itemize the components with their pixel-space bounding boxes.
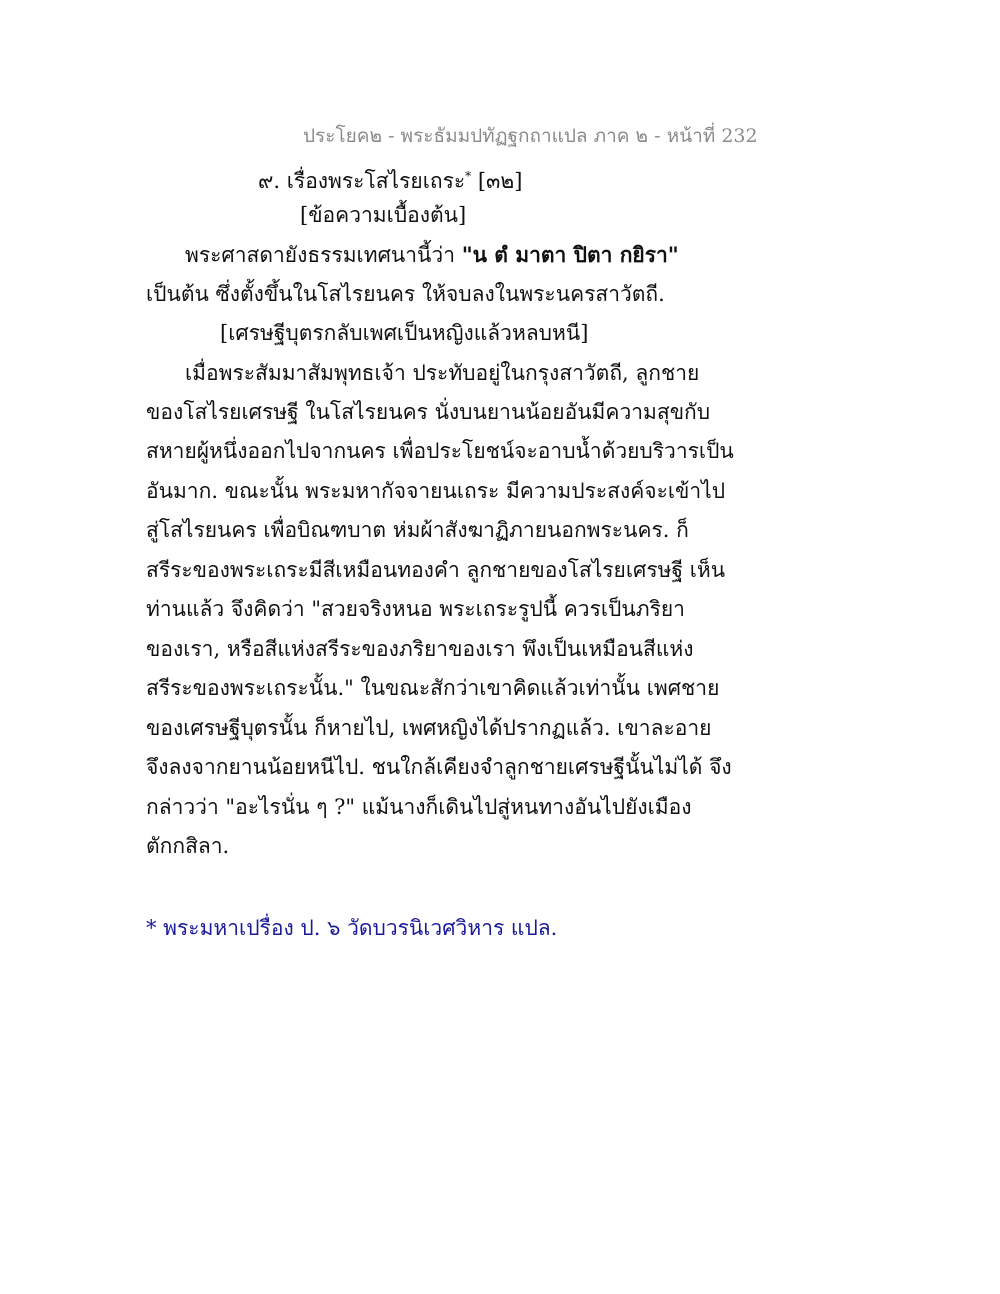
intro-line-1 xyxy=(185,240,679,270)
body-line: สรีระของพระเถระนั้น." ในขณะสักว่าเขาคิดแล้วเท่านั้น เพศชาย xyxy=(146,676,720,700)
intro-heading: [ข้อความเบื้องต้น] xyxy=(300,203,467,227)
body-line: สรีระของพระเถระมีสีเหมือนทองคำ ลูกชายของโสไรยเศรษฐี เห็น xyxy=(146,558,726,582)
body-line: ของเศรษฐีบุตรนั้น ก็หายไป, เพศหญิงได้ปรากฏแล้ว. เขาละอาย xyxy=(146,716,712,740)
intro-line-2: เป็นต้น ซึ่งตั้งขึ้นในโสไรยนคร ให้จบลงในพระนครสาวัตถี. xyxy=(146,282,665,306)
body-line: เมื่อพระสัมมาสัมพุทธเจ้า ประทับอยู่ในกรุงสาวัตถี, ลูกชาย xyxy=(185,361,700,385)
event-heading: [เศรษฐีบุตรกลับเพศเป็นหญิงแล้วหลบหนี] xyxy=(220,321,589,345)
body-line: ตักกสิลา. xyxy=(146,834,230,858)
footnote: * พระมหาเปรื่อง ป. ๖ วัดบวรนิเวศวิหาร แปล. xyxy=(146,916,558,940)
story-title xyxy=(258,161,522,196)
story-number: [๓๒] xyxy=(477,169,523,193)
body-line: สหายผู้หนึ่งออกไปจากนคร เพื่อประโยชน์จะอาบน้ำด้วยบริวารเป็น xyxy=(146,439,734,463)
body-line: จึงลงจากยานน้อยหนีไป. ชนใกล้เคียงจำลูกชายเศรษฐีนั้นไม่ได้ จึง xyxy=(146,755,732,779)
body-line: ของโสไรยเศรษฐี ในโสไรยนคร นั่งบนยานน้อยอันมีความสุขกับ xyxy=(146,400,711,424)
body-line: อันมาก. ขณะนั้น พระมหากัจจายนเถระ มีความประสงค์จะเข้าไป xyxy=(146,479,726,503)
footnote-mark: * xyxy=(465,169,472,183)
pali-quote: "น ตํ มาตา ปิตา กยิรา" xyxy=(461,242,679,267)
body-line: สู่โสไรยนคร เพื่อบิณฑบาต ห่มผ้าสังฆาฏิภายนอกพระนคร. ก็ xyxy=(146,518,689,542)
body-line: ของเรา, หรือสีแห่งสรีระของภริยาของเรา พึงเป็นเหมือนสีแห่ง xyxy=(146,637,694,661)
body-line: ท่านแล้ว จึงคิดว่า "สวยจริงหนอ พระเถระรูปนี้ ควรเป็นภริยา xyxy=(146,597,685,621)
intro-lead: พระศาสดายังธรรมเทศนานี้ว่า xyxy=(185,243,455,267)
story-title-text: ๙. เรื่องพระโสไรยเถระ xyxy=(258,169,466,193)
body-line: กล่าวว่า "อะไรนั่น ๆ ?" แม้นางก็เดินไปสู่หนทางอันไปยังเมือง xyxy=(146,795,692,819)
running-header: ประโยค๒ - พระธัมมปทัฏฐกถาแปล ภาค ๒ - หน้าที่ 232 xyxy=(303,125,758,147)
